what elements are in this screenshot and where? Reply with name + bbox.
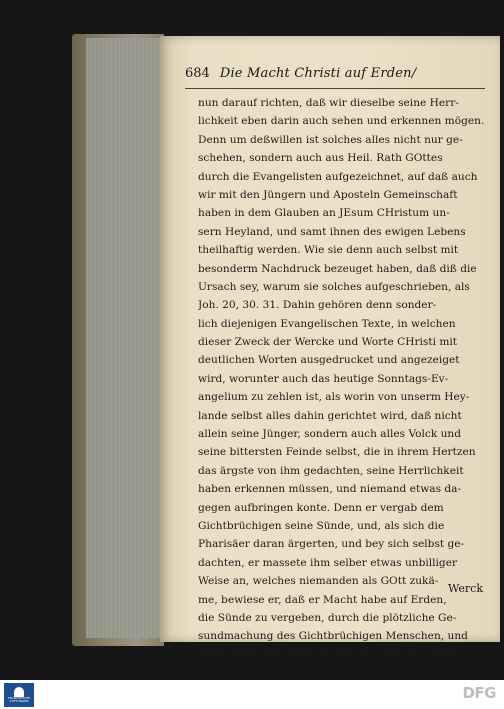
page-stack-edge <box>86 38 160 638</box>
text-line: allein seine Jünger, sondern auch alles Volck und <box>198 428 462 441</box>
text-line: seine bittersten Feinde selbst, die in ihrem Hertzen <box>198 446 476 459</box>
running-title: Die Macht Christi auf Erden/ <box>219 66 417 81</box>
text-line: die Sünde zu vergeben, durch die plötzliche Ge- <box>198 611 457 624</box>
text-line: Weise an, welches niemanden als GOtt zukä- <box>198 575 439 588</box>
text-line: Gichtbrüchigen seine Sünde, und, als sich die <box>198 519 445 532</box>
page-body-text <box>198 94 488 664</box>
text-line: schehen, sondern auch aus Heil. Rath GOttes <box>198 152 443 165</box>
text-line: angelium zu zehlen ist, als worin von unserm Hey- <box>198 391 470 404</box>
text-line: haben erkennen müssen, und niemand etwas da- <box>198 483 462 496</box>
text-line: deutlichen Worten ausgedrucket und angezeiget <box>198 354 460 367</box>
text-line: gegen aufbringen konte. Denn er vergab dem <box>198 501 444 514</box>
text-line: dachten, er massete ihm selber etwas unbilliger <box>198 556 458 569</box>
text-line: Denn um deßwillen ist solches alles nicht nur ge- <box>198 133 463 146</box>
text-line: haben in dem Glauben an JEsum CHristum un- <box>198 207 450 220</box>
header-rule <box>185 88 485 89</box>
text-line: wir mit den Jüngern und Aposteln Gemeinschaft <box>198 188 458 201</box>
text-line: dieser Zweck der Wercke und Worte CHristi mit <box>198 336 458 349</box>
text-line: zwar dergestalt herrlich, daß in solchem seinem <box>198 648 459 661</box>
text-line: wird, worunter auch das heutige Sonntags-Ev- <box>198 372 449 385</box>
institution-logo[interactable] <box>4 683 34 707</box>
text-line: das ärgste von ihm gedachten, seine Herrlichkeit <box>198 464 464 477</box>
running-header <box>185 66 485 88</box>
text-line: lichkeit eben darin auch sehen und erkennen mögen. <box>198 115 485 128</box>
text-line: sundmachung des Gichtbrüchigen Menschen, und <box>198 630 468 643</box>
text-line: theilhaftig werden. Wie sie denn auch selbst mit <box>198 244 459 257</box>
text-line: besonderm Nachdruck bezeuget haben, daß diß die <box>198 262 477 275</box>
text-line: Pharisäer daran ärgerten, und bey sich selbst ge- <box>198 538 465 551</box>
text-line: durch die Evangelisten aufgezeichnet, auf daß auch <box>198 170 478 183</box>
text-line: Ursach sey, warum sie solches aufgeschrieben, als <box>198 280 470 293</box>
text-line: sern Heyland, und samt ihnen des ewigen Lebens <box>198 225 466 238</box>
footer-bar <box>0 680 504 709</box>
text-line: lande selbst alles dahin gerichtet wird, daß nicht <box>198 409 462 422</box>
page-number: 684 <box>185 66 210 81</box>
text-line: me, bewiese er, daß er Macht habe auf Erden, <box>198 593 447 606</box>
text-line: nun darauf richten, daß wir dieselbe seine Herr- <box>198 97 459 109</box>
catchword: Werck <box>448 582 484 595</box>
text-line: lich diejenigen Evangelischen Texte, in welchen <box>198 317 456 330</box>
logo-text: FRANCKESCHE STIFTUNGEN <box>7 695 31 703</box>
text-line: Joh. 20, 30. 31. Dahin gehören denn sonder- <box>198 299 437 312</box>
dfg-logo[interactable]: DFG <box>462 684 496 702</box>
